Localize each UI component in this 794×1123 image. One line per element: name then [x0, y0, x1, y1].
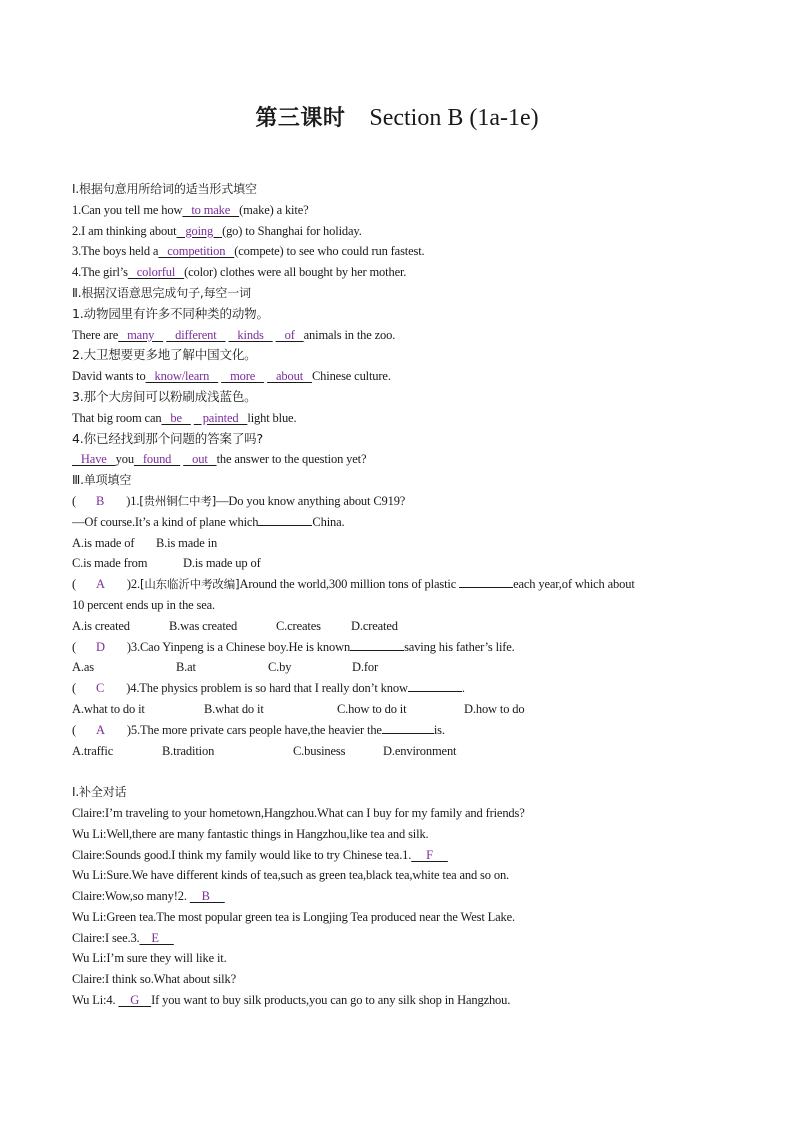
dialogue-line: Wu Li:I’m sure they will like it. — [72, 951, 227, 966]
section-1-heading: Ⅰ.根据句意用所给词的适当形式填空 — [72, 182, 257, 196]
source-note: [贵州铜仁中考] — [139, 493, 217, 508]
answer: kinds — [228, 327, 273, 342]
answer: know/learn — [145, 369, 219, 384]
section-2-heading: Ⅱ.根据汉语意思完成句子,每空一词 — [72, 285, 251, 300]
title-english: Section B (1a-1e) — [369, 105, 539, 131]
s2-item-4-cn: 4.你已经找到那个问题的答案了吗? — [72, 430, 264, 446]
section-3-heading: Ⅲ.单项填空 — [72, 473, 132, 488]
answer: F — [411, 847, 448, 862]
s2-item-4-en: Have you found out the answer to the question yet? — [72, 452, 367, 467]
answer: painted — [193, 410, 248, 425]
answer: many — [118, 327, 164, 342]
s3-q1-options-cd: C.is made from D.is made up of — [72, 556, 261, 571]
answer: to make — [182, 202, 240, 217]
answer: Have — [72, 452, 116, 467]
dialogue-line: Claire:I see.3. E — [72, 930, 174, 945]
s2-item-3-cn: 3.那个大房间可以粉刷成浅蓝色。 — [72, 388, 257, 404]
source-note: [山东临沂中考改编] — [140, 577, 240, 592]
section-4-heading: Ⅰ.补全对话 — [72, 785, 127, 800]
answer: be — [161, 410, 191, 425]
answer: out — [183, 452, 217, 467]
s3-q3-options: A.as B.at C.by D.for — [72, 660, 378, 675]
s3-q2-line2: 10 percent ends up in the sea. — [72, 597, 216, 612]
answer: C — [96, 681, 105, 696]
answer: A — [96, 577, 105, 592]
s2-item-3-en: That big room can be painted light blue. — [72, 410, 297, 425]
answer: about — [267, 369, 312, 384]
answer: D — [96, 639, 105, 654]
s1-item-1: 1.Can you tell me how to make (make) a kite? — [72, 202, 309, 217]
answer: A — [96, 722, 105, 737]
answer: more — [221, 369, 265, 384]
s3-q1-line2: —Of course.It’s a kind of plane which China. — [72, 512, 732, 533]
s2-item-1-en: There are many different kinds of animals in the zoo. — [72, 327, 396, 342]
dialogue-line: Claire:Wow,so many!2. B — [72, 889, 225, 904]
answer: colorful — [127, 265, 185, 280]
s3-q1-options-ab: A.is made of B.is made in — [72, 535, 218, 550]
answer: different — [166, 327, 226, 342]
answer: found — [133, 452, 181, 467]
dialogue-line: Claire:I think so.What about silk? — [72, 972, 236, 987]
s2-item-2-cn: 2.大卫想要更多地了解中国文化。 — [72, 347, 257, 363]
title-chinese: 第三课时 — [255, 106, 346, 131]
s3-q2-options: A.is created B.was created C.creates D.created — [72, 618, 398, 633]
answer-blank — [408, 678, 462, 692]
dialogue-line: Claire:I’m traveling to your hometown,Hangzhou.What can I buy for my family and friends? — [72, 805, 525, 820]
answer: B — [189, 889, 225, 904]
dialogue-line: Wu Li:4. G If you want to buy silk products,you can go to any silk shop in Hangzhou. — [72, 993, 511, 1008]
answer: G — [118, 993, 152, 1008]
answer: E — [139, 930, 174, 945]
dialogue-line: Claire:Sounds good.I think my family would like to try Chinese tea.1. F — [72, 847, 448, 862]
s1-item-2: 2.I am thinking about going (go) to Shanghai for holiday. — [72, 223, 362, 238]
dialogue-line: Wu Li:Sure.We have different kinds of tea,such as green tea,black tea,white tea and so on. — [72, 868, 510, 883]
s3-q1: ( B )1.[贵州铜仁中考]—Do you know anything about C919? — [72, 493, 406, 508]
dialogue-line: Wu Li:Well,there are many fantastic things in Hangzhou,like tea and silk. — [72, 826, 429, 841]
s1-item-3: 3.The boys held a competition (compete) to see who could run fastest. — [72, 244, 425, 259]
answer-blank — [459, 574, 513, 588]
answer: competition — [158, 244, 235, 259]
answer-blank — [382, 720, 434, 734]
s3-q4: ( C )4.The physics problem is so hard that I really don’t know . — [72, 678, 732, 699]
s3-q3: ( D )3.Cao Yinpeng is a Chinese boy.He is known saving his father’s life. — [72, 637, 732, 658]
answer: going — [176, 223, 223, 238]
worksheet-body — [72, 179, 732, 1011]
s3-q2: ( A )2.[山东临沂中考改编]Around the world,300 million tons of plastic each year,of which about — [72, 574, 732, 595]
s3-q5: ( A )5.The more private cars people have,the heavier the is. — [72, 720, 732, 741]
dialogue-line: Wu Li:Green tea.The most popular green tea is Longjing Tea produced near the West Lake. — [72, 909, 515, 924]
answer: of — [275, 327, 304, 342]
s3-q4-options: A.what to do it B.what do it C.how to do it D.how to do — [72, 701, 525, 716]
answer-blank — [350, 637, 404, 651]
s2-item-1-cn: 1.动物园里有许多不同种类的动物。 — [72, 305, 269, 321]
s3-q5-options: A.traffic B.tradition C.business D.environment — [72, 743, 457, 758]
page-title — [0, 100, 794, 137]
s1-item-4: 4.The girl’s colorful (color) clothes were all bought by her mother. — [72, 265, 407, 280]
answer: B — [96, 493, 105, 508]
s2-item-2-en: David wants to know/learn more about Chinese culture. — [72, 369, 391, 384]
answer-blank — [258, 512, 312, 526]
